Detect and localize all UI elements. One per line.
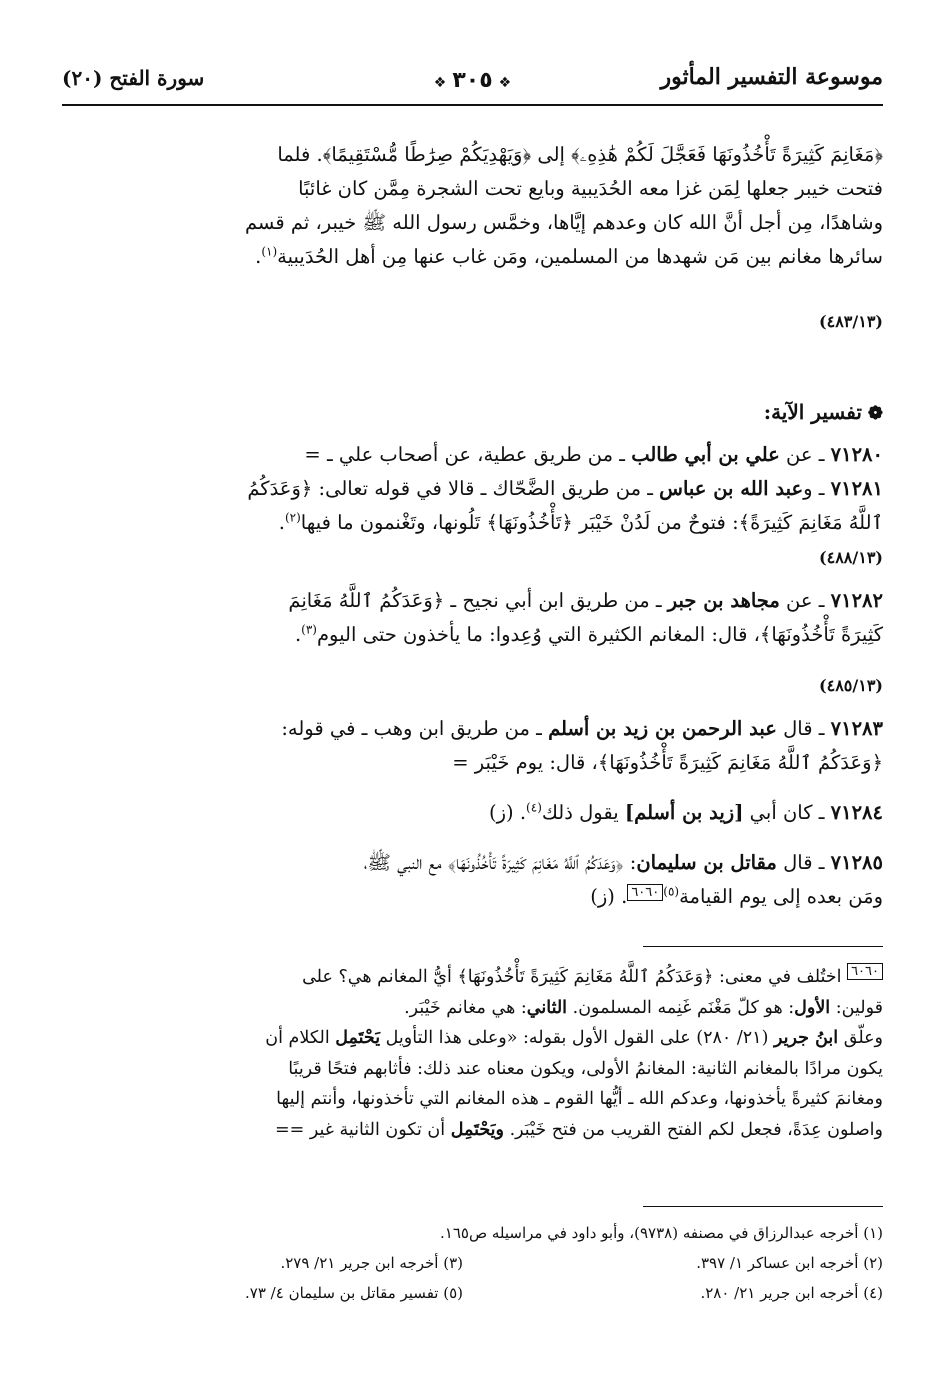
entry-text: يقول ذلك xyxy=(541,801,619,824)
note-text: : هي مغانم خَيْبَر. xyxy=(404,997,527,1018)
entry-text: : فتوحٌ من لَدُنْ خَيْبَر xyxy=(579,511,739,534)
intro-text: سائرها مغانم بين مَن شهدها من المسلمين، ومَن غاب عنها مِن أهل الحُدَيبية xyxy=(277,245,883,268)
entry-71281 xyxy=(58,472,883,540)
entry-line xyxy=(58,880,883,914)
surah-title: سورة الفتح (٢٠) xyxy=(62,66,205,90)
entry-line: كَثِيرَةً تَأْخُذُونَهَا﴾، قال: المغانم الكثيرة التي وُعِدوا: ما يأخذون حتى اليوم$^{(٣)}$. xyxy=(294,622,883,646)
intro-line-1 xyxy=(58,138,883,172)
footnote-marker: (١) xyxy=(261,244,278,259)
running-header xyxy=(62,62,883,102)
footnote-marker: (٢) xyxy=(284,510,301,525)
footnotes-divider xyxy=(643,1206,883,1207)
footnote-2: (٢) أخرجه ابن عساكر ١/ ٣٩٧. xyxy=(696,1254,883,1272)
entry-71282 xyxy=(58,584,883,652)
entry-line xyxy=(58,584,883,618)
intro-paragraph xyxy=(58,138,883,274)
footnote-marker: (٤) xyxy=(526,800,542,815)
entry-number: ٧١٢٨٠ xyxy=(830,443,883,466)
commentary-note xyxy=(58,962,883,1145)
entry-number: ٧١٢٨٥ xyxy=(830,851,883,874)
note-divider xyxy=(643,946,883,947)
quran-open-bracket: ﴿ xyxy=(874,143,883,166)
ornament-icon: ❖ xyxy=(433,75,447,91)
quran-close-bracket: ﴾ xyxy=(457,967,468,987)
entry-line: ٱللَّهُ مَغَانِمَ كَثِيرَةً﴾: فتوحٌ من لَدُنْ خَيْبَر ﴿تَأْخُذُونَهَا﴾ تَلُونها، وتَغْنمون ما فيها$^{(٢)}$. xyxy=(278,510,883,534)
entry-71283 xyxy=(58,712,883,780)
quran-close-bracket: ﴾ xyxy=(571,143,580,166)
section-title xyxy=(764,400,883,424)
note-line: يكون مرادًا بالمغانم الثانية: المغانمُ الأولى، ويكون معناه عند ذلك: فأثابهم فتحًا قريبًا xyxy=(288,1058,883,1079)
volume-reference: (٤٨٨/١٣) xyxy=(819,548,883,567)
entry-text: ـ عن xyxy=(786,589,825,612)
narrator-name: علي بن أبي طالب xyxy=(631,443,780,466)
footnote-1: (١) أخرجه عبدالرزاق في مصنفه (٩٧٣٨)، وأبو داود في مراسيله ص١٦٥. xyxy=(439,1224,883,1242)
quran-open-bracket: ﴿ xyxy=(300,477,313,500)
volume-reference: (٤٨٥/١٣) xyxy=(819,676,883,695)
cross-reference-box: ٦٠٦٠ xyxy=(847,963,883,980)
entry-text: ـ قال xyxy=(783,851,825,874)
note-line xyxy=(58,1023,883,1054)
footnote-row xyxy=(58,1248,883,1278)
quran-close-bracket: ﴾ xyxy=(486,511,498,534)
entry-text: ـ عن xyxy=(786,443,825,466)
header-divider xyxy=(62,104,883,106)
quran-close-bracket: ﴾ xyxy=(597,751,610,774)
intro-line-3: وشاهدًا، مِن أجل أنَّ الله كان وعدهم إيَّاها، وخمَّس رسول الله ﷺ خيبر، ثم قسم xyxy=(244,211,883,234)
quran-close-bracket: ﴾ xyxy=(759,623,772,646)
note-text: : هو كلّ مَغْنَم غَنِمه المسلمون. xyxy=(572,997,795,1018)
quran-open-bracket: ﴿ xyxy=(615,851,624,874)
note-keyword: الأول xyxy=(794,997,831,1018)
entry-text: ومَن بعده إلى يوم القيامة xyxy=(679,885,883,908)
note-keyword: الثاني xyxy=(526,997,568,1018)
quran-text: وَعَدَكُمُ ٱللَّهُ مَغَانِمَ كَثِيرَةً تَأْخُذُونَهَا xyxy=(609,751,872,774)
entry-number: ٧١٢٨٣ xyxy=(830,717,883,740)
intro-text: . فلما xyxy=(277,143,323,166)
note-text: واصلون عِدَةً، فجعل لكم الفتح القريب من فتح خَيْبَر. xyxy=(509,1119,883,1140)
entry-71284 xyxy=(58,796,883,830)
quran-text: وَعَدَكُمُ ٱللَّهُ مَغَانِمَ xyxy=(288,589,433,612)
note-keyword: يَحْتَمِل xyxy=(335,1028,381,1048)
page-number xyxy=(428,68,517,93)
quran-open-bracket: ﴿ xyxy=(522,143,532,166)
entry-line xyxy=(58,472,883,506)
entry-line xyxy=(58,746,883,780)
quran-close-bracket: ﴾ xyxy=(322,143,332,166)
note-text: اختُلف في معنى: xyxy=(718,967,842,987)
note-keyword: ويَحْتَمِل xyxy=(450,1119,504,1140)
note-text: أيُّ المغانم هي؟ على xyxy=(302,967,452,987)
entry-text: مع النبي ﷺ، xyxy=(363,851,442,874)
footnote-marker: (٥) xyxy=(663,884,680,899)
note-text: (٢١/ ٢٨٠) على القول الأول بقوله: «وعلى هذا التأويل xyxy=(385,1028,769,1048)
quran-text: وَعَدَكُمُ ٱللَّهُ مَغَانِمَ كَثِيرَةً تَأْخُذُونَهَا xyxy=(467,967,704,987)
entry-71280 xyxy=(58,438,883,472)
quran-open-bracket: ﴿ xyxy=(561,511,573,534)
book-title: موسوعة التفسير المأثور xyxy=(660,64,883,90)
note-text: وعلّق xyxy=(843,1028,883,1048)
entry-tag: . (ز) xyxy=(590,885,628,908)
quran-open-bracket: ﴿ xyxy=(871,751,883,774)
note-line xyxy=(58,1115,883,1146)
intro-text: إلى xyxy=(537,143,565,166)
entry-text: ـ من طريق عطية، عن أصحاب علي ـ = xyxy=(304,443,625,466)
entry-line xyxy=(58,712,883,746)
entry-number: ٧١٢٨٤ xyxy=(830,801,883,824)
narrator-name: [زيد بن أسلم] xyxy=(624,801,744,824)
entry-number: ٧١٢٨١ xyxy=(830,477,883,500)
note-text: قولين: xyxy=(835,997,883,1018)
footnote-5: (٥) تفسير مقاتل بن سليمان ٤/ ٧٣. xyxy=(245,1284,463,1302)
narrator-name: مقاتل بن سليمان xyxy=(636,851,777,874)
entry-text: ـ من طريق الضَّحّاك ـ قالا في قوله تعالى: xyxy=(318,477,653,500)
quran-text: مَغَانِمَ كَثِيرَةً تَأْخُذُونَهَا فَعَجَّلَ لَكُمْ هَٰذِهِۦ xyxy=(579,143,875,166)
page-number-value: ٣٠٥ xyxy=(452,68,493,93)
note-line xyxy=(58,962,883,993)
entry-71285 xyxy=(58,846,883,914)
entry-number: ٧١٢٨٢ xyxy=(830,589,883,612)
entry-text: ، قال: المغانم الكثيرة التي وُعِدوا: ما يأخذون حتى اليوم xyxy=(316,623,760,646)
intro-line-2: فتحت خيبر جعلها لِمَن غزا معه الحُدَيبية وبايع تحت الشجرة مِمَّن كان غائبًا xyxy=(298,177,883,200)
footnote-3: (٣) أخرجه ابن جرير ٢١/ ٢٧٩. xyxy=(280,1254,463,1272)
entry-text: ـ قال xyxy=(783,717,825,740)
footnote-4: (٤) أخرجه ابن جرير ٢١/ ٢٨٠. xyxy=(700,1284,883,1302)
quran-text: وَعَدَكُمُ ٱللَّهُ مَغَانِمَ كَثِيرَةً تَأْخُذُونَهَا xyxy=(455,851,616,874)
note-line xyxy=(58,993,883,1024)
quran-open-bracket: ﴿ xyxy=(432,589,445,612)
volume-reference: (٤٨٣/١٣) xyxy=(819,312,883,331)
entry-line: ٧١٢٨٥ ـ قال مقاتل بن سليمان: ﴿وَعَدَكُمُ ٱللَّهُ مَغَانِمَ كَثِيرَةً تَأْخُذُونَهَا﴾ مع النبي ﷺ، xyxy=(363,851,883,874)
narrator-name: عبد الرحمن بن زيد بن أسلم xyxy=(548,717,777,740)
scholar-name: ابنُ جرير xyxy=(773,1028,839,1048)
entry-text: ـ و xyxy=(803,477,825,500)
entry-tag: . (ز) xyxy=(489,801,527,824)
note-text: الكلام أن xyxy=(265,1028,330,1048)
quran-close-bracket: ﴾ xyxy=(738,511,751,534)
note-text: أن تكون الثانية غير == xyxy=(274,1119,446,1140)
intro-line-4: سائرها مغانم بين مَن شهدها من المسلمين، ومَن غاب عنها مِن أهل الحُدَيبية$^{(١)}$. xyxy=(255,244,883,268)
entry-text: تَلُونها، وتَغْنمون ما فيها xyxy=(300,511,481,534)
entry-text: ـ من طريق ابن أبي نجيح ـ xyxy=(450,589,662,612)
flower-ornament-icon: ❁ xyxy=(867,403,883,424)
entry-text: ، قال: يوم خَيْبَر = xyxy=(452,751,598,774)
footnotes xyxy=(58,1218,883,1308)
quran-text: كَثِيرَةً تَأْخُذُونَهَا xyxy=(771,623,883,646)
section-title-text: تفسير الآية: xyxy=(763,400,862,424)
entry-text: ـ كان أبي xyxy=(749,801,825,824)
quran-close-bracket: ﴾ xyxy=(447,851,456,874)
quran-text: وَعَدَكُمُ xyxy=(247,477,301,500)
ornament-icon: ❖ xyxy=(498,75,512,91)
footnote-row xyxy=(58,1278,883,1308)
note-line: ومغانمَ كثيرةً يأخذونها، وعدكم الله ـ أيُّها القوم ـ هذه المغانم التي تأخذونها، وأنتم إليها xyxy=(276,1089,883,1109)
quran-text: وَيَهْدِيَكُمْ صِرَٰطًا مُّسْتَقِيمًا xyxy=(331,143,523,166)
quran-text: تَأْخُذُونَهَا xyxy=(497,511,562,534)
narrator-name: عبد الله بن عباس xyxy=(659,477,804,500)
narrator-name: مجاهد بن جبر xyxy=(667,589,780,612)
quran-open-bracket: ﴿ xyxy=(703,967,714,987)
quran-text: ٱللَّهُ مَغَانِمَ كَثِيرَةً xyxy=(750,511,883,534)
cross-reference-box: ٦٠٦٠ xyxy=(627,884,663,901)
entry-text: ـ من طريق ابن وهب ـ في قوله: xyxy=(281,717,542,740)
footnote-marker: (٣) xyxy=(301,622,317,637)
